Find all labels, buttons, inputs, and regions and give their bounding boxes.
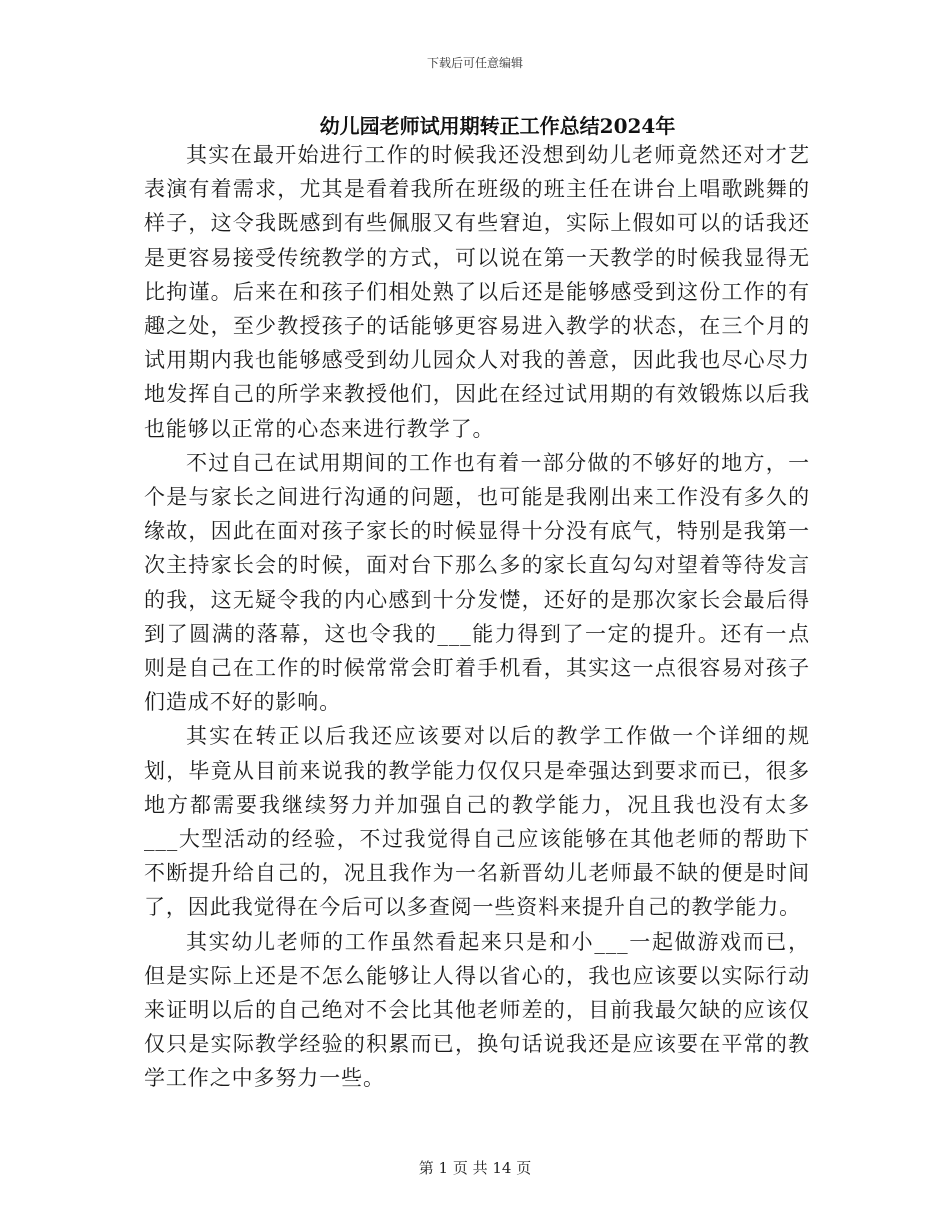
paragraph-4: 其实幼儿老师的工作虽然看起来只是和小___一起做游戏而已，但是实际上还是不怎么能够让人得以省心的，我也应该要以实际行动来证明以后的自己绝对不会比其他老师差的，目前我最欠缺的应该仅仅只是实际教学经验的积累而已，换句话说我还是应该要在平常的教学工作之中多努力一些。 — [144, 929, 810, 1091]
paragraph-1: 其实在最开始进行工作的时候我还没想到幼儿老师竟然还对才艺表演有着需求，尤其是看着我所在班级的班主任在讲台上唱歌跳舞的样子，这令我既感到有些佩服又有些窘迫，实际上假如可以的话我还是更容易接受传统教学的方式，可以说在第一天教学的时候我显得无比拘谨。后来在和孩子们相处熟了以后还是能够感受到这份工作的有趣之处，至少教授孩子的话能够更容易进入教学的状态，在三个月的试用期内我也能够感受到幼儿园众人对我的善意，因此我也尽心尽力地发挥自己的所学来教授他们，因此在经过试用期的有效锻炼以后我也能够以正常的心态来进行教学了。 — [144, 143, 810, 441]
paragraph-2: 不过自己在试用期间的工作也有着一部分做的不够好的地方，一个是与家长之间进行沟通的问题，也可能是我刚出来工作没有多久的缘故，因此在面对孩子家长的时候显得十分没有底气，特别是我第一次主持家长会的时候，面对台下那么多的家长直勾勾对望着等待发言的我，这无疑令我的内心感到十分发憷，还好的是那次家长会最后得到了圆满的落幕，这也令我的___能力得到了一定的提升。还有一点则是自己在工作的时候常常会盯着手机看，其实这一点很容易对孩子们造成不好的影响。 — [144, 450, 810, 715]
page-indicator: 第 1 页 共 14 页 — [418, 1159, 532, 1177]
header-note: 下载后可任意编辑 — [426, 56, 523, 70]
document-body — [144, 138, 810, 1096]
document-title: 幼儿园老师试用期转正工作总结2024年 — [319, 114, 676, 138]
paragraph-3: 其实在转正以后我还应该要对以后的教学工作做一个详细的规划，毕竟从目前来说我的教学能力仅仅只是牵强达到要求而已，很多地方都需要我继续努力并加强自己的教学能力，况且我也没有太多___大型活动的经验，不过我觉得自己应该能够在其他老师的帮助下不断提升给自己的，况且我作为一名新晋幼儿老师最不缺的便是时间了，因此我觉得在今后可以多查阅一些资料来提升自己的教学能力。 — [144, 724, 810, 920]
